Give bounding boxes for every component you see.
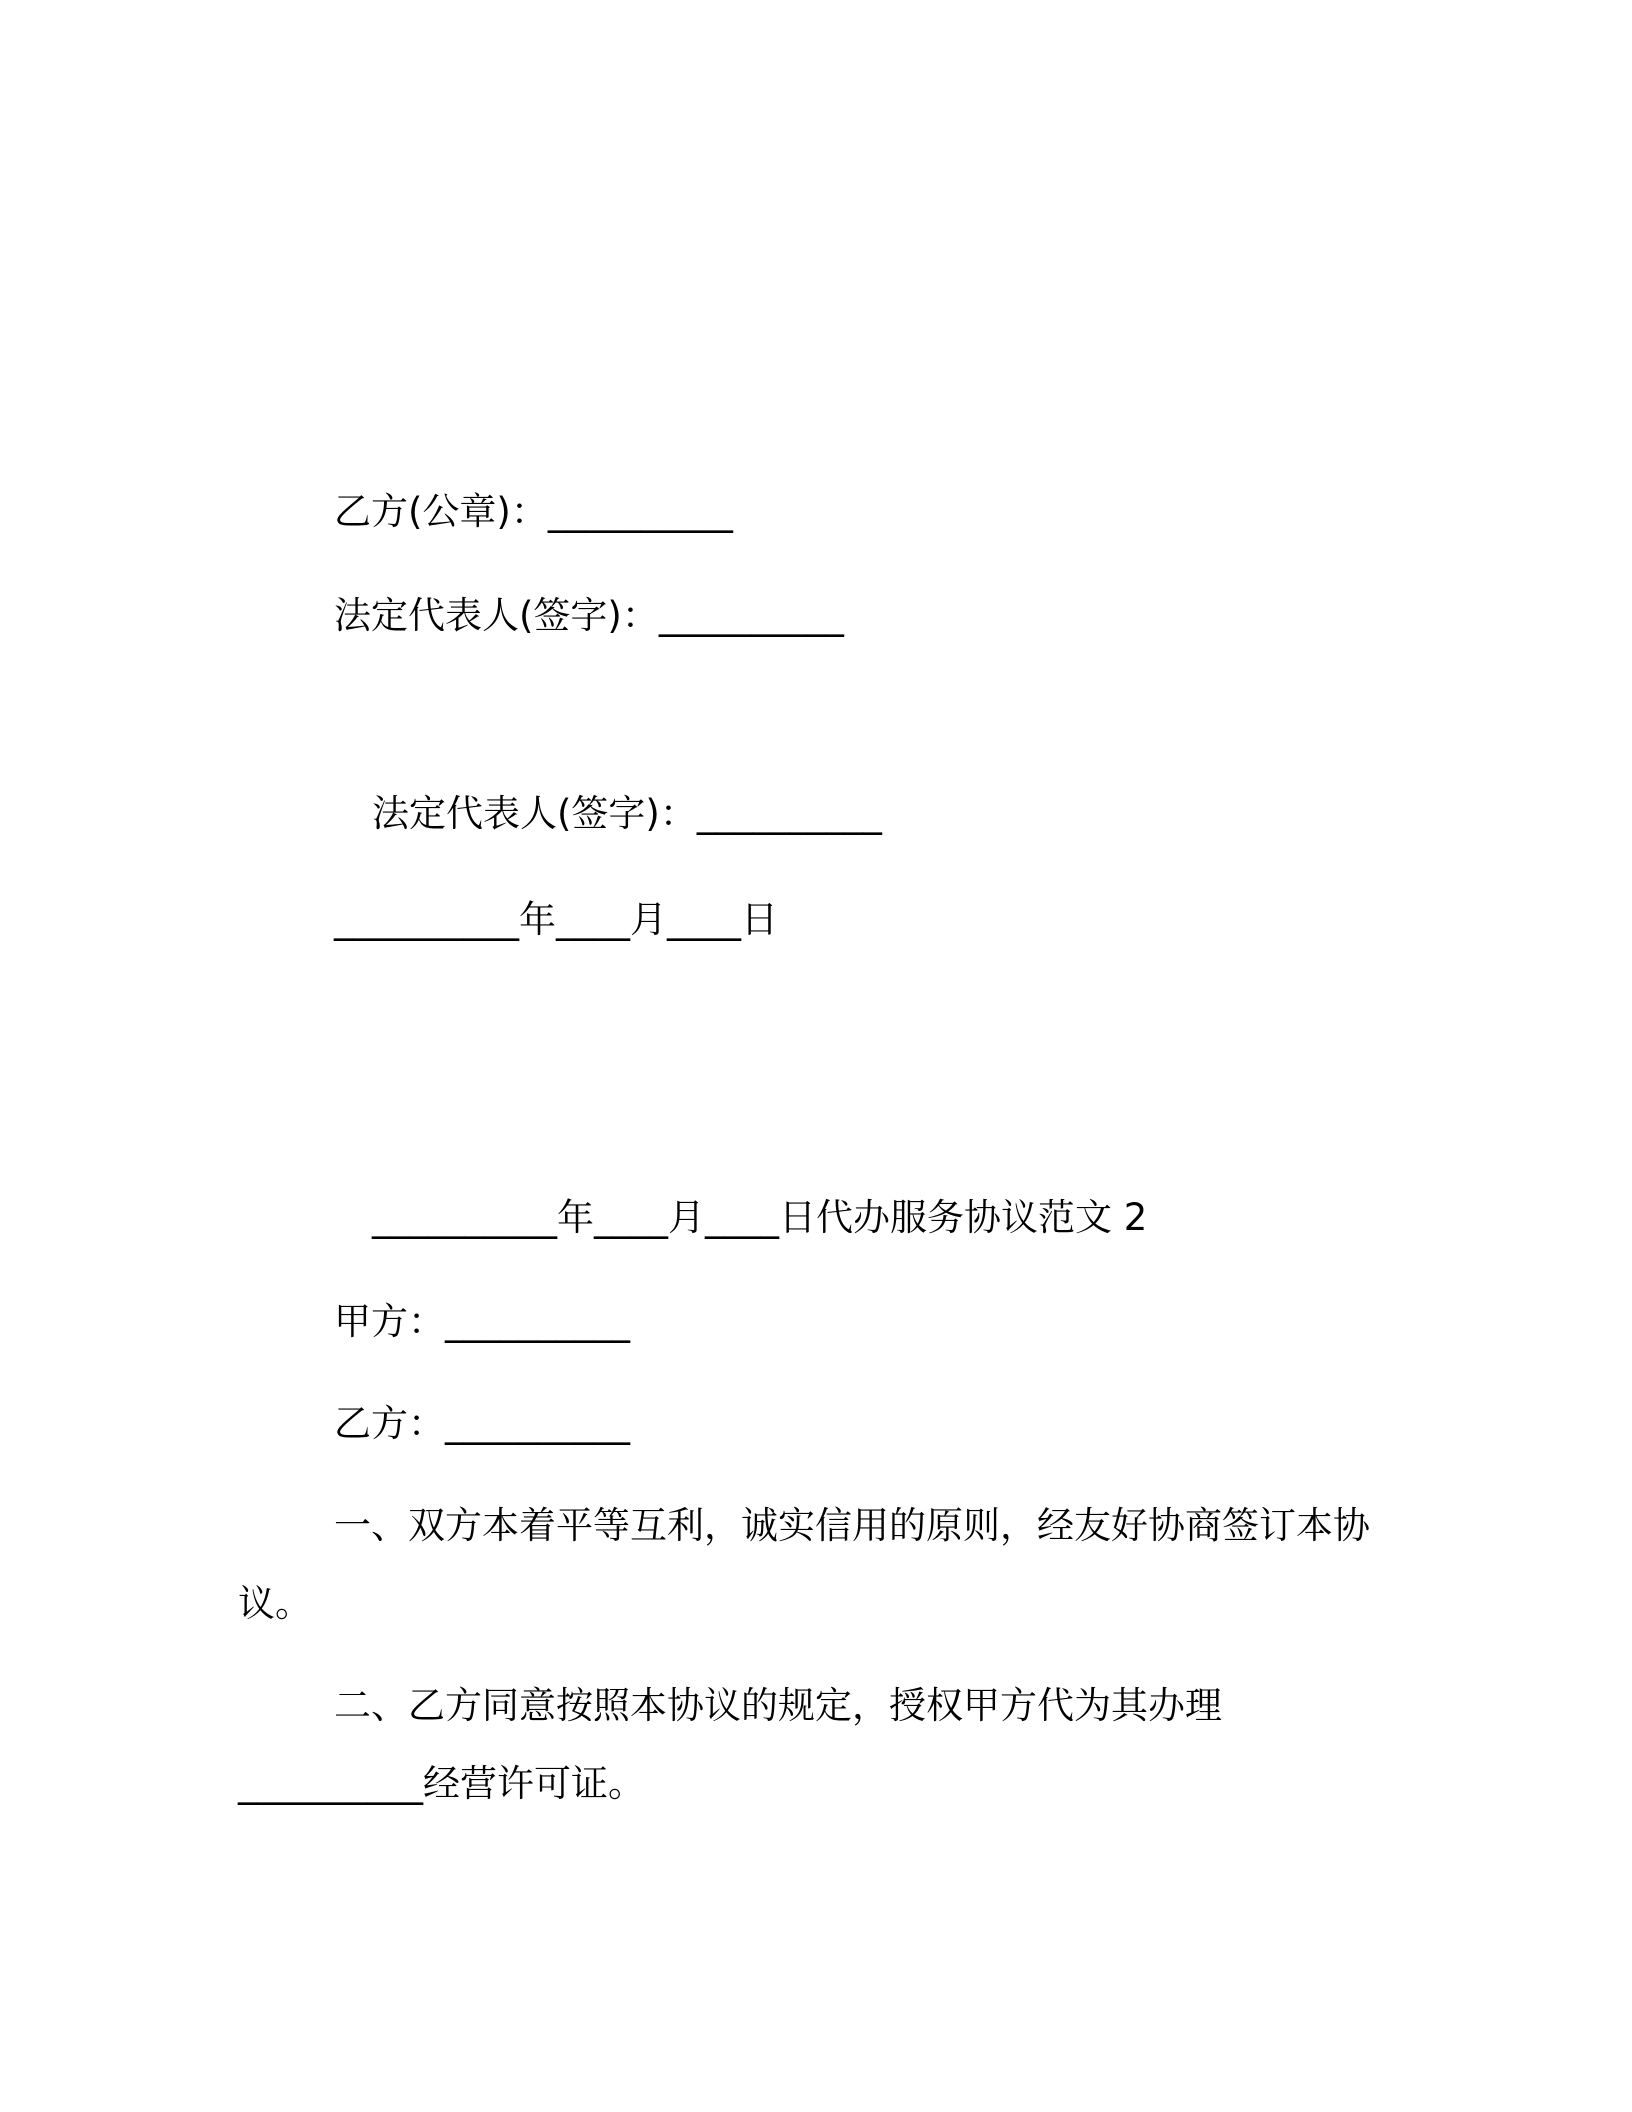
clause-one-line-2: 议。 [238,1582,312,1625]
clause-two-line-1: 二、乙方同意按照本协议的规定，授权甲方代为其办理 [334,1684,1222,1727]
party-a-line: 甲方：__________ [334,1300,630,1343]
date-line: __________年____月____日 [334,898,778,941]
clause-one-line-1: 一、双方本着平等互利，诚实信用的原则，经友好协商签订本协 [334,1504,1370,1547]
party-b-line: 乙方：__________ [334,1402,630,1445]
party-b-seal-line: 乙方(公章)：__________ [334,490,733,533]
document-title: __________年____月____日代办服务协议范文 2 [372,1196,1148,1239]
legal-rep-signature-line-2: 法定代表人(签字)：__________ [372,792,882,835]
legal-rep-signature-line: 法定代表人(签字)：__________ [334,594,844,637]
clause-two-line-2: __________经营许可证。 [238,1762,645,1805]
